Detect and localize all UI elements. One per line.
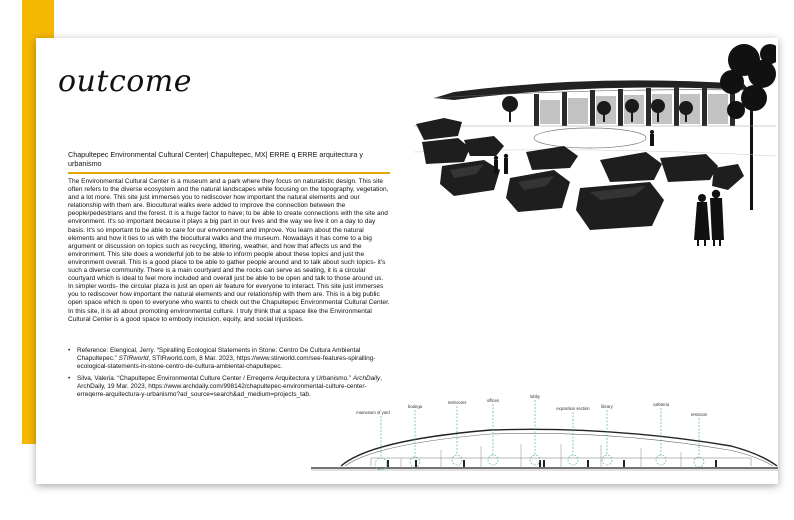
page-title: outcome xyxy=(58,64,193,99)
label-bodega: bodega xyxy=(408,404,422,409)
label-restrooms: restrooms xyxy=(447,400,467,405)
reference-text: Silva, Valeria. “Chapultepec Environmental Culture Center / Erreqerre Arquitectura y Urbanismo.” xyxy=(77,375,353,382)
label-offices: offices xyxy=(486,398,500,403)
reference-text-end: , STIRworld.com, 8 Mar. 2023, https://www.stirworld.com/see-features-spiralling-ecological-statements-in-stone-centro-de-cultura-ambiental-chapultepec. xyxy=(77,355,376,370)
bullet: • xyxy=(68,347,71,354)
slide xyxy=(36,38,778,484)
courtyard-rendering xyxy=(414,40,776,246)
divider-rule xyxy=(68,172,390,174)
body-paragraph: The Environmental Cultural Center is a museum and a park where they focus on naturalistic design. This site often refers to the diverse ecosystem and the natural landscapes while focusing on the topography, vegetation, and a lot more. This site just immerses you to rediscover how important the natural elements and our relationship with them are. Biocultural walks were added to improve the connection between the people/pedestrians and the forest. It is a huge factor to have; to be able to create connections with the site and environment. It's so important because it plays a big part in our lives and the way we live it on a day to day basis. It's so important to be able to care for our environment and improve. You learn about the natural elements and how it ties to us with the biocultural walks and the museum. Nowadays it has come to a big argument or discussion on topics such as recycling, littering, weather, and how that affects us and the environment. This site does a wonderful job to be able to inform people about these topics and just the environment overall. This is a good place to be able to gather people around and to talk about such topics- it's such a diverse community. There is a main courtyard and the rocks can serve as seating, it is a circular courtyard which is ideal to feel more included and overall just be able to be open and talk to those around us. In simpler words- the circular plaza is just an open air feature for everyone to interact. This site just immerses you to rediscover how important the natural elements and our relationship with them are. This is a big public open space which is open to everyone who wants to check out the Chapultepec Environmental Cultural Center. In this site, it is all about promoting environmental culture. I truly think that a space like the Environmental Cultural Center is a good space to embody inclusion, equity, and social injustices. xyxy=(68,178,390,323)
label-mamesum: mamesum of yard xyxy=(356,410,390,415)
label-exposition: exposition section xyxy=(556,406,590,411)
accent-bar-left xyxy=(22,38,36,444)
reference-source: ArchDaily xyxy=(352,375,381,382)
label-restroom: restroom xyxy=(690,412,708,417)
bullet: • xyxy=(68,375,71,382)
reference-text: Reference: Elengical, Jerry. “Spiralling Ecological Statements in Stone: Centro De Cultura Ambiental Chapultepec.” xyxy=(77,347,361,362)
reference-text-end: , ArchDaily, 19 Mar. 2023, https://www.archdaily.com/998142/chapultepec-environmental-culture-center-erreqerre-arquitectura-y-urbanismo?ad_source=search&ad_medium=projects_tab. xyxy=(77,375,383,398)
label-cafeteria: cafeteria xyxy=(652,402,670,407)
label-lobby: lobby xyxy=(529,394,541,399)
label-library: library xyxy=(601,404,613,409)
project-subtitle: Chapultepec Environmental Cultural Center| Chapultepec, MX| ERRE q ERRE arquitectura y urbanismo xyxy=(68,150,363,168)
reference-item xyxy=(68,347,390,371)
building-section-diagram xyxy=(311,390,778,482)
accent-bar-top xyxy=(22,0,54,38)
reference-source: STIRworld xyxy=(118,355,149,362)
